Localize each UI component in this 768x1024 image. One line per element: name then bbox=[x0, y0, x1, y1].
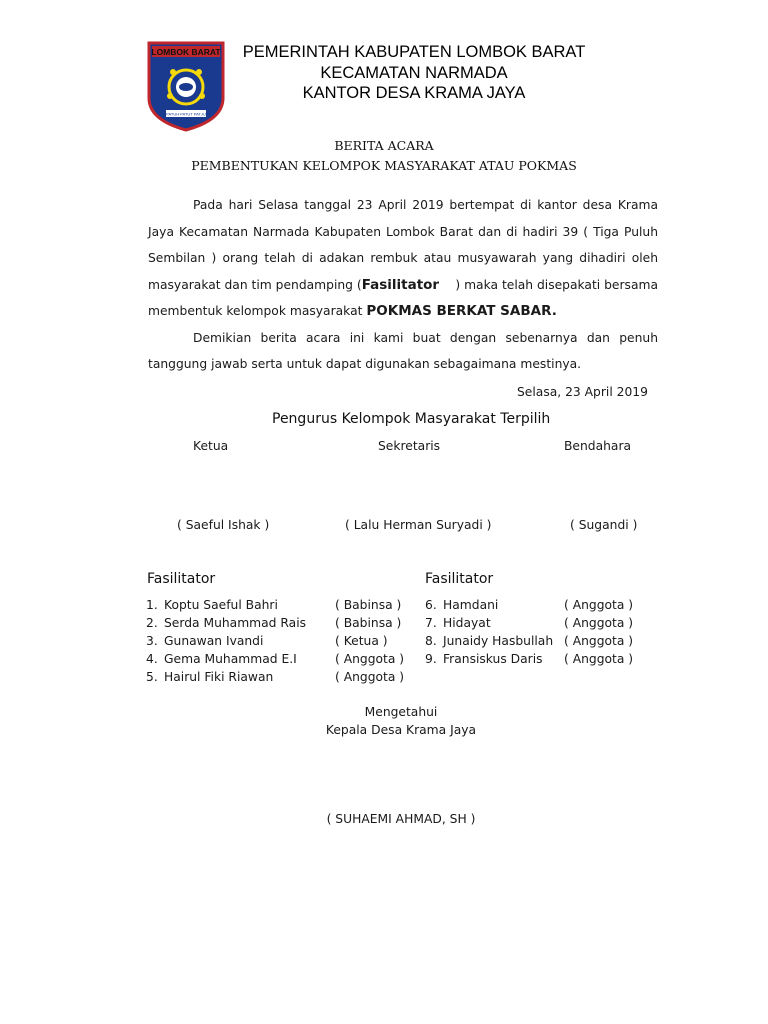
list-item-role: ( Anggota ) bbox=[564, 598, 634, 612]
list-item: 4. Gema Muhammad E.I bbox=[146, 652, 297, 666]
letterhead-line-2: KECAMATAN NARMADA bbox=[320, 64, 508, 82]
logo-motto: PATUH PATUT PATJU bbox=[166, 111, 206, 117]
pengurus-heading: Pengurus Kelompok Masyarakat Terpilih bbox=[272, 411, 551, 427]
name-sekretaris: ( Lalu Herman Suryadi ) bbox=[345, 518, 492, 532]
list-item: 3. Gunawan Ivandi bbox=[146, 634, 264, 648]
paragraph-1-line-4-end: ) maka telah disepakati bersama bbox=[455, 278, 658, 292]
fasilitator-inline: Fasilitator bbox=[361, 277, 440, 293]
approval-label: Mengetahui bbox=[364, 705, 438, 719]
list-item: 1. Koptu Saeful Bahri bbox=[146, 598, 278, 612]
logo-text: LOMBOK BARAT bbox=[151, 47, 221, 57]
paragraph-1-line-1: Pada hari Selasa tanggal 23 April 2019 bertempat di kantor desa Krama bbox=[193, 198, 658, 212]
paragraph-1-line-2: Jaya Kecamatan Narmada Kabupaten Lombok Barat dan di hadiri 39 ( Tiga Puluh bbox=[148, 225, 658, 239]
paragraph-1-line-4 bbox=[148, 277, 658, 293]
fasilitator-heading-left: Fasilitator bbox=[147, 571, 216, 587]
role-sekretaris: Sekretaris bbox=[378, 439, 441, 453]
document-title: BERITA ACARA bbox=[334, 138, 434, 153]
list-item-role: ( Anggota ) bbox=[335, 652, 405, 666]
list-item: 9. Fransiskus Daris bbox=[425, 652, 543, 666]
letterhead-line-3: KANTOR DESA KRAMA JAYA bbox=[302, 84, 526, 102]
letterhead-line-1: PEMERINTAH KABUPATEN LOMBOK BARAT bbox=[242, 43, 586, 61]
signatory-name: ( SUHAEMI AHMAD, SH ) bbox=[326, 812, 476, 826]
paragraph-1-line-4-start: masyarakat dan tim pendamping ( bbox=[148, 278, 362, 292]
document-date: Selasa, 23 April 2019 bbox=[517, 385, 648, 399]
paragraph-1-line-5 bbox=[148, 303, 658, 319]
pokmas-name: POKMAS BERKAT SABAR. bbox=[366, 303, 557, 319]
list-item-role: ( Anggota ) bbox=[335, 670, 405, 684]
list-item: 2. Serda Muhammad Rais bbox=[146, 616, 307, 630]
paragraph-1-line-5-start: membentuk kelompok masyarakat bbox=[148, 304, 367, 318]
list-item: 8. Junaidy Hasbullah bbox=[425, 634, 554, 648]
list-item-role: ( Babinsa ) bbox=[335, 598, 402, 612]
name-bendahara: ( Sugandi ) bbox=[570, 518, 638, 532]
list-item-role: ( Anggota ) bbox=[564, 652, 634, 666]
role-bendahara: Bendahara bbox=[564, 439, 632, 453]
document-subtitle: PEMBENTUKAN KELOMPOK MASYARAKAT ATAU POKMAS bbox=[191, 158, 577, 173]
list-item: 5. Hairul Fiki Riawan bbox=[146, 670, 274, 684]
list-item-role: ( Ketua ) bbox=[335, 634, 388, 648]
list-item-role: ( Babinsa ) bbox=[335, 616, 402, 630]
fasilitator-heading-right: Fasilitator bbox=[425, 571, 494, 587]
list-item-role: ( Anggota ) bbox=[564, 634, 634, 648]
list-item-role: ( Anggota ) bbox=[564, 616, 634, 630]
paragraph-2-line-1: Demikian berita acara ini kami buat dengan sebenarnya dan penuh bbox=[193, 331, 658, 345]
list-item: 6. Hamdani bbox=[425, 598, 499, 612]
paragraph-2-line-2: tanggung jawab serta untuk dapat digunakan sebagaimana mestinya. bbox=[148, 357, 582, 371]
name-ketua: ( Saeful Ishak ) bbox=[177, 518, 270, 532]
paragraph-1-line-3: Sembilan ) orang telah di adakan rembuk atau musyawarah yang dihadiri oleh bbox=[148, 251, 658, 265]
role-ketua: Ketua bbox=[193, 439, 229, 453]
list-item: 7. Hidayat bbox=[425, 616, 491, 630]
approval-title: Kepala Desa Krama Jaya bbox=[325, 723, 477, 737]
